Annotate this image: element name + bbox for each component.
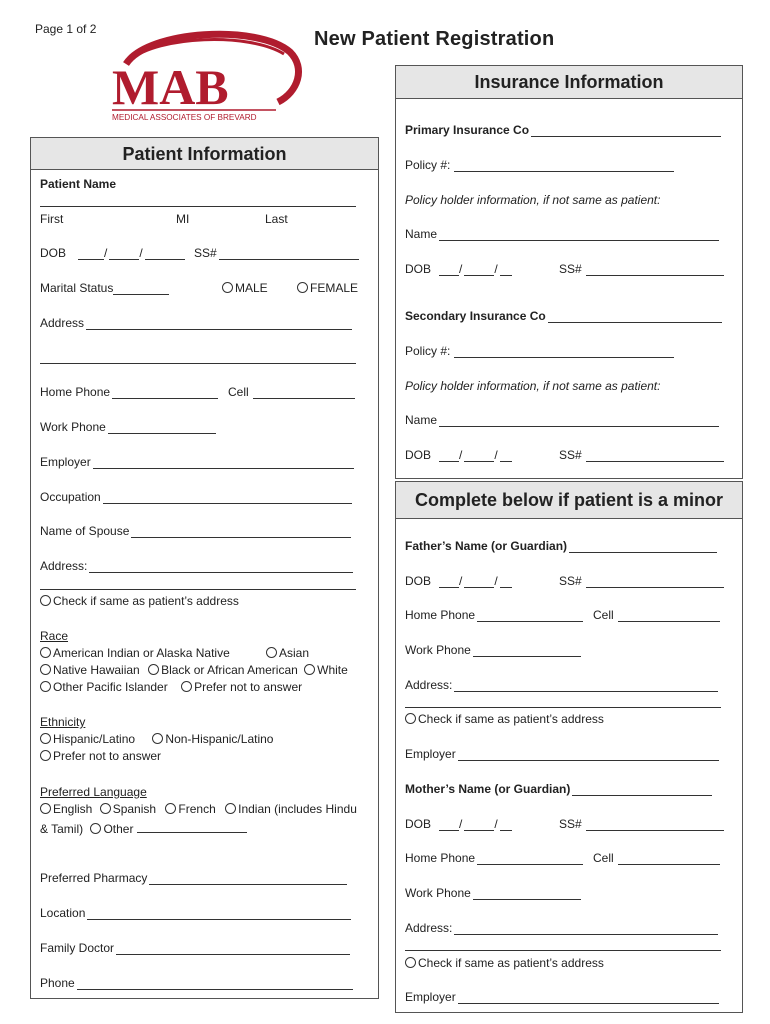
spouse-field[interactable] bbox=[131, 524, 351, 538]
occupation-label: Occupation bbox=[40, 490, 101, 504]
secondary-holder-name-field[interactable] bbox=[439, 413, 719, 427]
father-cell-field[interactable] bbox=[618, 608, 720, 622]
secondary-insurance-label: Secondary Insurance Co bbox=[405, 309, 546, 323]
page-title: New Patient Registration bbox=[314, 28, 555, 50]
mother-dob-year[interactable] bbox=[500, 817, 512, 831]
language-radio-english[interactable] bbox=[40, 803, 51, 814]
secondary-dob-label: DOB bbox=[405, 448, 432, 462]
location-field[interactable] bbox=[87, 906, 351, 920]
mother-same-address-label: Check if same as patient’s address bbox=[418, 956, 604, 970]
father-ss-label: SS# bbox=[559, 574, 582, 588]
father-same-address-radio[interactable] bbox=[405, 713, 416, 724]
race-option: Prefer not to answer bbox=[194, 680, 303, 694]
father-dob-month[interactable] bbox=[439, 574, 459, 588]
race-option: White bbox=[317, 663, 348, 677]
race-option: Black or African American bbox=[161, 663, 298, 677]
ethnicity-radio-prefer-not[interactable] bbox=[40, 750, 51, 761]
mother-same-address-radio[interactable] bbox=[405, 957, 416, 968]
phone-label: Phone bbox=[40, 976, 75, 990]
secondary-policy-label: Policy #: bbox=[405, 344, 451, 358]
pharmacy-field[interactable] bbox=[149, 871, 347, 885]
secondary-ss-field[interactable] bbox=[586, 448, 724, 462]
home-phone-label: Home Phone bbox=[40, 385, 111, 399]
mother-dob-day[interactable] bbox=[464, 817, 494, 831]
secondary-dob-year[interactable] bbox=[500, 448, 512, 462]
father-cell-label: Cell bbox=[593, 608, 614, 622]
dob-label: DOB bbox=[40, 246, 67, 260]
primary-policy-label: Policy #: bbox=[405, 158, 451, 172]
secondary-insurance-field[interactable] bbox=[548, 309, 722, 323]
dob-day[interactable] bbox=[109, 246, 139, 260]
language-option: Other bbox=[103, 822, 134, 836]
last-label: Last bbox=[265, 212, 288, 226]
ethnicity-option: Hispanic/Latino bbox=[53, 732, 136, 746]
male-radio[interactable] bbox=[222, 282, 233, 293]
mother-address-line-2[interactable] bbox=[405, 950, 721, 951]
mother-home-phone-field[interactable] bbox=[477, 851, 583, 865]
mother-work-phone-field[interactable] bbox=[473, 886, 581, 900]
secondary-holder-note: Policy holder information, if not same as patient: bbox=[405, 379, 661, 393]
race-option: American Indian or Alaska Native bbox=[53, 646, 230, 660]
female-radio[interactable] bbox=[297, 282, 308, 293]
male-label: MALE bbox=[235, 281, 268, 295]
ss-field[interactable] bbox=[219, 246, 359, 260]
father-work-phone-label: Work Phone bbox=[405, 643, 471, 657]
father-dob-label: DOB bbox=[405, 574, 432, 588]
patient-name-label: Patient Name bbox=[40, 177, 117, 191]
race-radio-prefer-not[interactable] bbox=[181, 681, 192, 692]
occupation-field[interactable] bbox=[103, 490, 352, 504]
mother-ss-field[interactable] bbox=[586, 817, 724, 831]
father-address-label: Address: bbox=[405, 678, 453, 692]
mother-ss-label: SS# bbox=[559, 817, 582, 831]
minor-heading: Complete below if patient is a minor bbox=[396, 482, 742, 519]
marital-field[interactable] bbox=[113, 281, 169, 295]
language-radio-other[interactable] bbox=[90, 823, 101, 834]
cell-label: Cell bbox=[228, 385, 249, 399]
female-label: FEMALE bbox=[310, 281, 359, 295]
father-field[interactable] bbox=[569, 539, 717, 553]
spouse-address-field[interactable] bbox=[89, 559, 353, 573]
race-option: Other Pacific Islander bbox=[53, 680, 168, 694]
primary-dob-label: DOB bbox=[405, 262, 432, 276]
mother-dob-month[interactable] bbox=[439, 817, 459, 831]
dob-month[interactable] bbox=[78, 246, 104, 260]
employer-field[interactable] bbox=[93, 455, 354, 469]
mother-work-phone-label: Work Phone bbox=[405, 886, 471, 900]
father-home-phone-field[interactable] bbox=[477, 608, 583, 622]
race-radio-other-pacific[interactable] bbox=[40, 681, 51, 692]
logo-subtext: MEDICAL ASSOCIATES OF BREVARD bbox=[112, 113, 257, 122]
primary-ss-label: SS# bbox=[559, 262, 582, 276]
father-work-phone-field[interactable] bbox=[473, 643, 581, 657]
secondary-dob-day[interactable] bbox=[464, 448, 494, 462]
mother-field[interactable] bbox=[572, 782, 712, 796]
mi-label: MI bbox=[176, 212, 190, 226]
ethnicity-option: Non-Hispanic/Latino bbox=[165, 732, 274, 746]
mother-address-label: Address: bbox=[405, 921, 453, 935]
primary-policy-field[interactable] bbox=[454, 158, 674, 172]
cell-field[interactable] bbox=[253, 385, 355, 399]
race-label: Race bbox=[40, 629, 69, 643]
mother-label: Mother’s Name (or Guardian) bbox=[405, 782, 571, 796]
primary-holder-name-field[interactable] bbox=[439, 227, 719, 241]
mother-dob-label: DOB bbox=[405, 817, 432, 831]
marital-label: Marital Status bbox=[40, 281, 114, 295]
patient-name-field[interactable] bbox=[40, 206, 356, 207]
home-phone-field[interactable] bbox=[112, 385, 218, 399]
ethnicity-radio-hispanic[interactable] bbox=[40, 733, 51, 744]
secondary-dob-month[interactable] bbox=[439, 448, 459, 462]
primary-dob-year[interactable] bbox=[500, 262, 512, 276]
employer-label: Employer bbox=[40, 455, 91, 469]
mother-cell-field[interactable] bbox=[618, 851, 720, 865]
address-label: Address bbox=[40, 316, 85, 330]
language-label: Preferred Language bbox=[40, 785, 147, 799]
work-phone-label: Work Phone bbox=[40, 420, 106, 434]
father-label: Father’s Name (or Guardian) bbox=[405, 539, 568, 553]
primary-dob-day[interactable] bbox=[464, 262, 494, 276]
race-radio-american-indian[interactable] bbox=[40, 647, 51, 658]
address-field[interactable] bbox=[86, 316, 352, 330]
mother-employer-label: Employer bbox=[405, 990, 456, 1004]
language-option: Indian (includes Hindu bbox=[238, 802, 357, 816]
race-radio-asian[interactable] bbox=[266, 647, 277, 658]
race-radio-white[interactable] bbox=[304, 664, 315, 675]
phone-field[interactable] bbox=[77, 976, 353, 990]
father-address-field[interactable] bbox=[454, 678, 718, 692]
race-option: Asian bbox=[279, 646, 310, 660]
father-home-phone-label: Home Phone bbox=[405, 608, 476, 622]
father-address-line-2[interactable] bbox=[405, 707, 721, 708]
language-other-field[interactable] bbox=[137, 819, 247, 833]
primary-insurance-field[interactable] bbox=[531, 123, 721, 137]
mab-logo bbox=[108, 30, 303, 122]
language-radio-french[interactable] bbox=[165, 803, 176, 814]
ethnicity-label: Ethnicity bbox=[40, 715, 86, 729]
ethnicity-option: Prefer not to answer bbox=[53, 749, 162, 763]
father-dob-year[interactable] bbox=[500, 574, 512, 588]
mother-cell-label: Cell bbox=[593, 851, 614, 865]
secondary-ss-label: SS# bbox=[559, 448, 582, 462]
primary-insurance-label: Primary Insurance Co bbox=[405, 123, 530, 137]
family-doctor-label: Family Doctor bbox=[40, 941, 115, 955]
same-address-label: Check if same as patient’s address bbox=[53, 594, 239, 608]
primary-holder-note: Policy holder information, if not same as patient: bbox=[405, 193, 661, 207]
language-option: English bbox=[53, 802, 93, 816]
spouse-label: Name of Spouse bbox=[40, 524, 130, 538]
race-option: Native Hawaiian bbox=[53, 663, 140, 677]
page-number: Page 1 of 2 bbox=[35, 22, 97, 36]
insurance-heading: Insurance Information bbox=[396, 66, 742, 99]
father-employer-label: Employer bbox=[405, 747, 456, 761]
language-option: Spanish bbox=[112, 802, 157, 816]
logo-letters: MAB bbox=[112, 59, 229, 115]
primary-dob-month[interactable] bbox=[439, 262, 459, 276]
language-radio-spanish[interactable] bbox=[100, 803, 111, 814]
secondary-policy-field[interactable] bbox=[454, 344, 674, 358]
primary-ss-field[interactable] bbox=[586, 262, 724, 276]
ethnicity-radio-non-hispanic[interactable] bbox=[152, 733, 163, 744]
language-continuation: & Tamil) bbox=[40, 822, 84, 836]
mother-address-field[interactable] bbox=[454, 921, 718, 935]
location-label: Location bbox=[40, 906, 86, 920]
father-ss-field[interactable] bbox=[586, 574, 724, 588]
family-doctor-field[interactable] bbox=[116, 941, 350, 955]
same-address-radio[interactable] bbox=[40, 595, 51, 606]
language-radio-indian[interactable] bbox=[225, 803, 236, 814]
spouse-address-line-2[interactable] bbox=[40, 589, 356, 590]
primary-holder-name-label: Name bbox=[405, 227, 438, 241]
spouse-address-label: Address: bbox=[40, 559, 88, 573]
ss-label: SS# bbox=[194, 246, 217, 260]
first-label: First bbox=[40, 212, 64, 226]
address-line-2[interactable] bbox=[40, 363, 356, 364]
pharmacy-label: Preferred Pharmacy bbox=[40, 871, 148, 885]
father-employer-field[interactable] bbox=[458, 747, 719, 761]
patient-info-heading: Patient Information bbox=[31, 138, 378, 170]
mother-employer-field[interactable] bbox=[458, 990, 719, 1004]
father-same-address-label: Check if same as patient’s address bbox=[418, 712, 604, 726]
race-radio-black[interactable] bbox=[148, 664, 159, 675]
work-phone-field[interactable] bbox=[108, 420, 216, 434]
father-dob-day[interactable] bbox=[464, 574, 494, 588]
language-option: French bbox=[178, 802, 216, 816]
race-radio-native-hawaiian[interactable] bbox=[40, 664, 51, 675]
secondary-holder-name-label: Name bbox=[405, 413, 438, 427]
mother-home-phone-label: Home Phone bbox=[405, 851, 476, 865]
dob-year[interactable] bbox=[145, 246, 185, 260]
